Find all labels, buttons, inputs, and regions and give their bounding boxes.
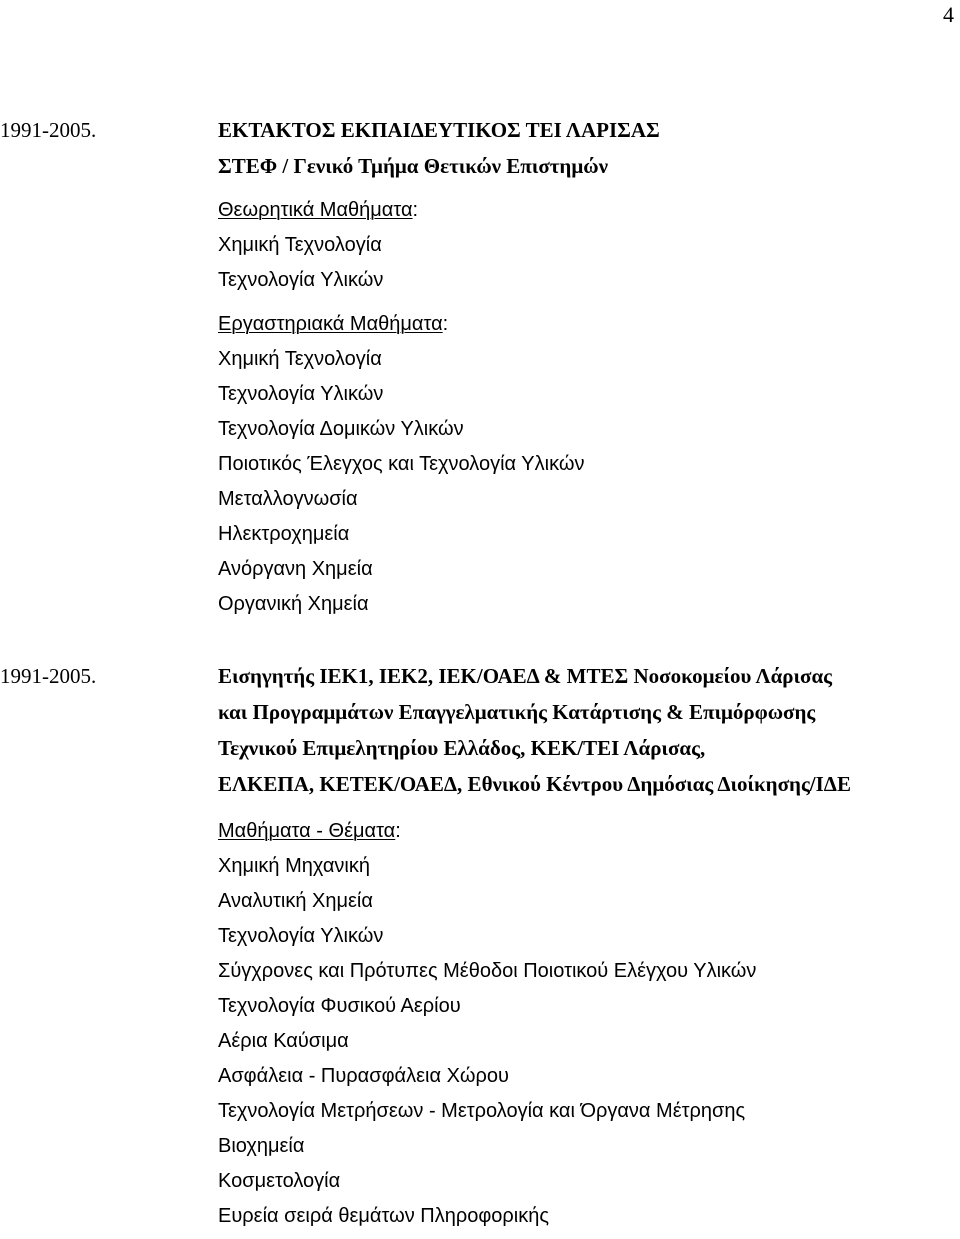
list-item: Τεχνολογία Υλικών xyxy=(218,269,384,291)
list-item: Τεχνολογία Μετρήσεων - Μετρολογία και Όργανα Μέτρησης xyxy=(218,1100,746,1122)
list-item: Αέρια Καύσιμα xyxy=(218,1030,349,1052)
list-item: Τεχνολογία Υλικών xyxy=(218,383,384,405)
list-item: Κοσμετολογία xyxy=(218,1170,341,1192)
page-number: 4 xyxy=(943,2,954,27)
list-item: Χημική Μηχανική xyxy=(218,855,370,877)
section2-title-line: Τεχνικού Επιμελητηρίου Ελλάδος, ΚΕΚ/ΤΕΙ Λάρισας, xyxy=(218,736,706,760)
section2-date: 1991-2005. xyxy=(0,664,97,688)
list-item: Χημική Τεχνολογία xyxy=(218,348,382,370)
section1-subtitle: ΣΤΕΦ / Γενικό Τμήμα Θετικών Επιστημών xyxy=(218,154,608,178)
section2-title-line: Εισηγητής ΙΕΚ1, ΙΕΚ2, ΙΕΚ/ΟΑΕΔ & ΜΤΕΣ Νοσοκομείου Λάρισας xyxy=(218,664,833,688)
list-item: Σύγχρονες και Πρότυπες Μέθοδοι Ποιοτικού Ελέγχου Υλικών xyxy=(218,960,757,982)
section1-title: ΕΚΤΑΚΤΟΣ ΕΚΠΑΙΔΕΥΤΙΚΟΣ ΤΕΙ ΛΑΡΙΣΑΣ xyxy=(218,118,660,142)
list-item: Χημική Τεχνολογία xyxy=(218,234,382,256)
section2-block xyxy=(218,664,960,1239)
list-item: Ασφάλεια - Πυρασφάλεια Χώρου xyxy=(218,1065,509,1087)
list-item: Τεχνολογία Φυσικού Αερίου xyxy=(218,995,461,1017)
list-item: Αναλυτική Χημεία xyxy=(218,890,373,912)
list-item: Οργανική Χημεία xyxy=(218,593,369,615)
list-item: Ευρεία σειρά θεμάτων Πληροφορικής xyxy=(218,1205,549,1227)
list-item: Μεταλλογνωσία xyxy=(218,488,358,510)
list-item: Τεχνολογία Υλικών xyxy=(218,925,384,947)
list-item: Τεχνολογία Δομικών Υλικών xyxy=(218,418,464,440)
list-item: Ποιοτικός Έλεγχος και Τεχνολογία Υλικών xyxy=(218,453,585,475)
section2-title-line: ΕΛΚΕΠΑ, ΚΕΤΕΚ/ΟΑΕΔ, Εθνικού Κέντρου Δημόσιας Διοίκησης/ΙΔΕ xyxy=(218,772,851,796)
theory-heading: Θεωρητικά Μαθήματα: xyxy=(218,199,419,221)
list-item: Ανόργανη Χημεία xyxy=(218,558,373,580)
section1-block xyxy=(218,118,960,627)
subjects-heading: Μαθήματα - Θέματα: xyxy=(218,820,401,842)
lab-heading: Εργαστηριακά Μαθήματα: xyxy=(218,313,449,335)
list-item: Βιοχημεία xyxy=(218,1135,305,1157)
list-item: Ηλεκτροχημεία xyxy=(218,523,350,545)
section1-date: 1991-2005. xyxy=(0,118,97,142)
section2-title-line: και Προγραμμάτων Επαγγελματικής Κατάρτισης & Επιμόρφωσης xyxy=(218,700,816,724)
